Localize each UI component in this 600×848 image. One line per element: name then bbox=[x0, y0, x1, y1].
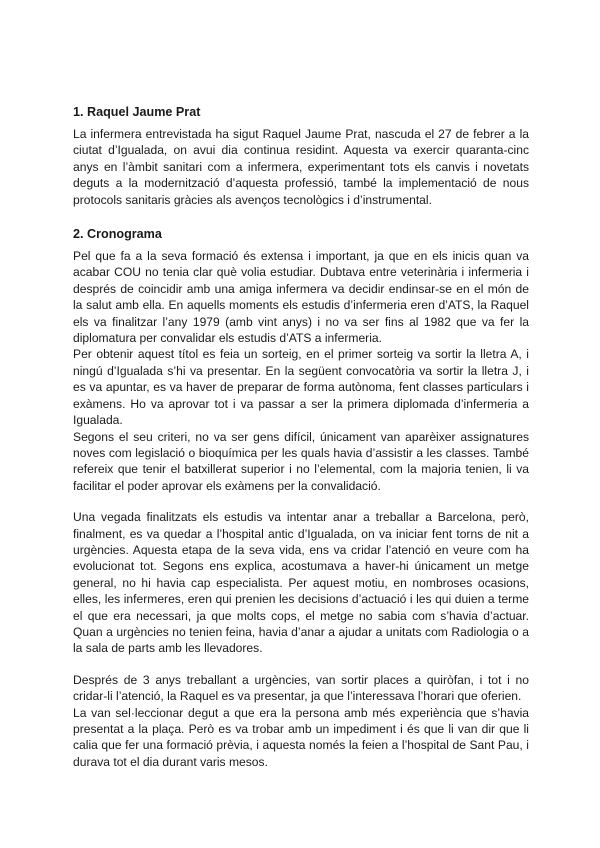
paragraph-urgencies: Una vegada finalitzats els estudis va intentar anar a treballar a Barcelona, però, finalment, es va quedar a l’hospital antic d’Igualada, on va iniciar fent torns de nit a urgències. Aquesta etapa de la seva vida, ens va cridar l’atenció en veure com ha evolucionat tot. Segons ens explica, acostumava a haver-hi únicament un metge general, no hi havia cap especialista. Per aquest motiu, en nombroses ocasions, elles, les infermeres, eren qui prenien les decisions d’actuació i les qui duien a terme el que era necessari, ja que molts cops, el metge no sabia com s’havia d’actuar. Quan a urgències no tenien feina, havia d’anar a ajudar a unitats com Radiologia o a la sala de parts amb les llevadores. bbox=[73, 510, 529, 656]
intro-paragraph: La infermera entrevistada ha sigut Raquel Jaume Prat, nascuda el 27 de febrer a la ciutat d’Igualada, on avui dia continua residint. Aquesta va exercir quaranta-cinc anys en l’àmbit sanitari com a infermera, experimentant tots els canvis i novetats deguts a la modernització d’aquesta professió, també la implementació de nous protocols sanitaris gràcies als avenços tecnològics i d’instrumental. bbox=[73, 127, 529, 207]
paragraph-criteri: Segons el seu criteri, no va ser gens difícil, únicament van aparèixer assignatures noves com legislació o bioquímica per les quals havia d’assistir a les classes. També refereix que tenir el batxillerat superior i no l’elemental, com la majoria tenien, li va facilitar el poder aprovar els exàmens per la convalidació. bbox=[73, 429, 529, 493]
paragraph-sorteig: Per obtenir aquest títol es feia un sorteig, en el primer sorteig va sortir la lletra A, i ningú d’Igualada s’hi va presentar. En la següent convocatòria va sortir la lletra J, i es va apuntar, es va haver de preparar de forma autònoma, fent classes particulars i exàmens. Ho va aprovar tot i va passar a ser la primera diplomada d’infermeria a Igualada. bbox=[73, 347, 529, 428]
section-heading-raquel: 1. Raquel Jaume Prat bbox=[73, 105, 201, 119]
paragraph-seleccio: La van sel·leccionar degut a que era la persona amb més experiència que s’havia presentat a la plaça. Però es va trobar amb un impediment i és que li van dir que li calia que fer una formació prèvia, i aquesta només la feien a l’hospital de Sant Pau, i durava tot el dia durant varis mesos. bbox=[73, 705, 529, 769]
spacer bbox=[73, 494, 529, 509]
paragraph-quirofan: Després de 3 anys treballant a urgències, van sortir places a quiròfan, i tot i no cridar-li l’atenció, la Raquel es va presentar, ja que l’interessava l’horari que oferien. bbox=[73, 672, 529, 704]
document-page bbox=[73, 104, 529, 770]
spacer bbox=[73, 208, 529, 226]
paragraph-formacio: Pel que fa a la seva formació és extensa i important, ja que en els inicis quan va acabar COU no tenia clar què volia estudiar. Dubtava entre veterinària i infermeria i després de coincidir amb una amiga infermera va decidir endinsar-se en el món de la salut amb ella. En aquells moments els estudis d’infermeria eren d’ATS, la Raquel els va finalitzar l’any 1979 (amb vint anys) i no va ser fins al 1982 que va fer la diplomatura per convalidar els estudis d’ATS a infermeria. bbox=[73, 249, 529, 346]
spacer bbox=[73, 657, 529, 672]
section-heading-cronograma: 2. Cronograma bbox=[73, 227, 162, 242]
